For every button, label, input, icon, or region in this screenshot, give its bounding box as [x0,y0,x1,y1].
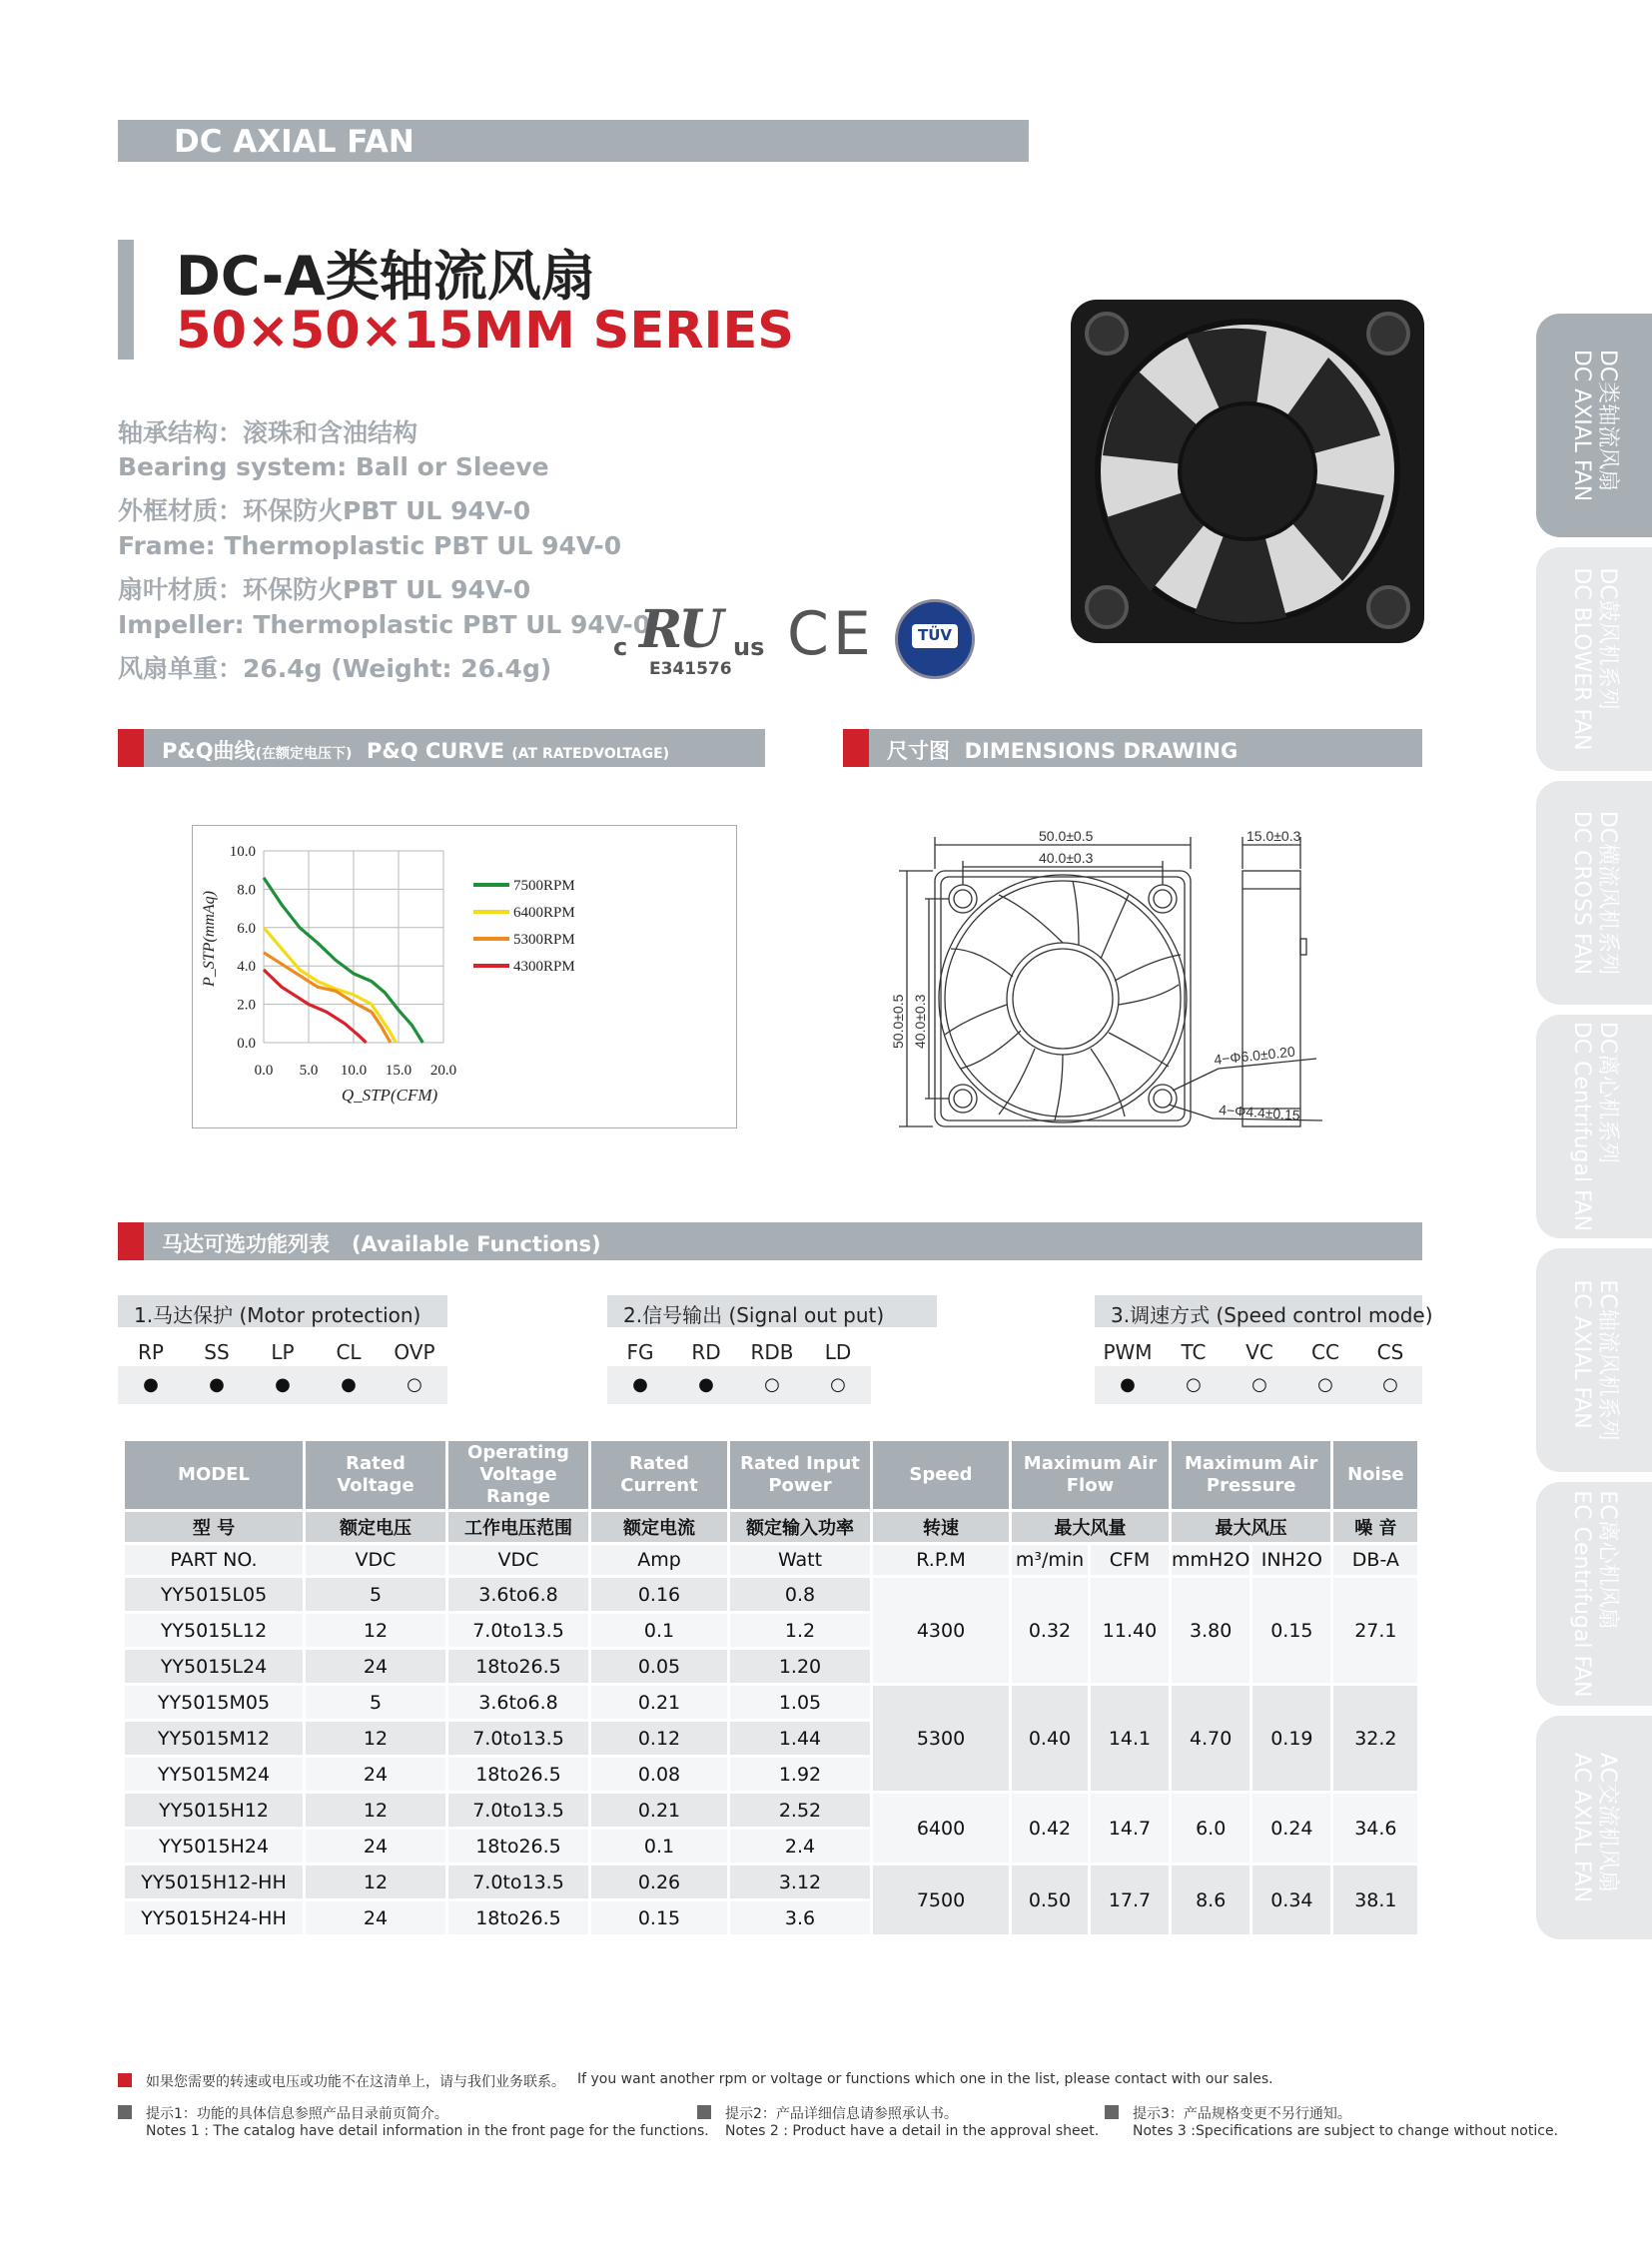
cell: 32.2 [1333,1686,1417,1791]
cell: 1.20 [730,1650,870,1683]
cell-model: YY5015H24 [125,1830,303,1863]
dimensions-section-bar: 尺寸图 DIMENSIONS DRAWING [843,729,1422,767]
chart-y-tick: 0.0 [237,1036,256,1052]
ul-cert-logo: c RU us E341576 [613,599,765,679]
dim-hole-outer: 4−Φ6.0±0.20 [1213,1043,1296,1068]
unit: PART NO. [125,1545,303,1575]
cell: 0.21 [591,1686,727,1719]
cell: 18to26.5 [448,1901,588,1934]
function-mark: ● [209,1374,225,1395]
col-noise: Noise [1333,1441,1417,1509]
col-cn: 型 号 [125,1512,303,1542]
function-mark: ● [1120,1374,1136,1395]
function-code: RDB [750,1340,794,1364]
unit: VDC [448,1545,588,1575]
product-series: 50×50×15MM SERIES [176,302,795,361]
cell: 0.05 [591,1650,727,1683]
function-mark: ○ [1186,1374,1202,1395]
cell: 18to26.5 [448,1650,588,1683]
spec-table [122,1438,1420,1937]
footer-red-square [118,2073,132,2087]
cell: 14.7 [1091,1794,1169,1863]
cell: 5 [306,1686,445,1719]
cell-speed: 5300 [873,1686,1009,1791]
dim-inner-width: 40.0±0.3 [1039,850,1094,866]
unit: CFM [1091,1545,1169,1575]
function-mark: ● [341,1374,357,1395]
function-mark: ○ [830,1374,846,1395]
unit: INH2O [1252,1545,1330,1575]
cell: 12 [306,1722,445,1755]
col-rated-voltage: Rated Voltage [306,1441,445,1509]
col-speed: Speed [873,1441,1009,1509]
tab-dc-centrifugal-fan[interactable]: DC离心机系列 DC Centrifugal FAN [1536,1015,1652,1238]
cell-model: YY5015M24 [125,1758,303,1791]
cell: 1.92 [730,1758,870,1791]
spec-line: 风扇单重：26.4g (Weight: 26.4g) [118,654,552,683]
col-model: MODEL [125,1441,303,1509]
cell-model: YY5015L05 [125,1578,303,1611]
function-code: LP [271,1340,295,1364]
cell: 4.70 [1172,1686,1249,1791]
function-mark: ● [143,1374,159,1395]
footer-note2-cn: 提示2：产品详细信息请参照承认书。 [725,2106,958,2122]
chart-y-tick: 2.0 [237,997,256,1014]
chart-legend-label: 4300RPM [513,959,575,975]
unit: mmH2O [1172,1545,1249,1575]
function-mark: ○ [1382,1374,1398,1395]
dim-inner-height: 40.0±0.3 [912,994,928,1049]
function-group-signal-output: 2.信号输出 (Signal out put) [607,1295,937,1327]
ce-mark: CE [787,599,875,669]
spec-line: Bearing system: Ball or Sleeve [118,452,549,481]
col-air-flow: Maximum Air Flow [1012,1441,1169,1509]
function-mark: ● [632,1374,648,1395]
table-row [125,1866,1417,1898]
chart-y-tick: 8.0 [237,882,256,899]
function-mark: ○ [1251,1374,1267,1395]
unit: Amp [591,1545,727,1575]
cell: 7.0to13.5 [448,1794,588,1827]
cell: 0.16 [591,1578,727,1611]
function-code: LD [824,1340,852,1364]
cell: 0.34 [1252,1866,1330,1934]
cell: 0.15 [1252,1578,1330,1683]
col-rated-power: Rated Input Power [730,1441,870,1509]
cell: 0.12 [591,1722,727,1755]
unit: DB-A [1333,1545,1417,1575]
chart-y-tick: 10.0 [229,844,256,860]
cell: 7.0to13.5 [448,1614,588,1647]
chart-legend-label: 5300RPM [513,932,575,948]
cell: 0.50 [1012,1866,1088,1934]
cell-model: YY5015M12 [125,1722,303,1755]
function-mark: ● [275,1374,291,1395]
unit: R.P.M [873,1545,1009,1575]
chart-x-tick: 0.0 [254,1063,274,1079]
tab-dc-blower-fan[interactable]: DC鼓风机系列 DC BLOWER FAN [1536,547,1652,771]
function-code: RP [138,1340,164,1364]
footer-note3-cn: 提示3：产品规格变更不另行通知。 [1133,2106,1351,2122]
cell: 1.2 [730,1614,870,1647]
cell: 0.8 [730,1578,870,1611]
product-title: DC-A类轴流风扇 [176,245,595,308]
dim-outer-width: 50.0±0.5 [1039,828,1094,844]
unit: m³/min [1012,1545,1088,1575]
function-code: VC [1245,1340,1273,1364]
unit: Watt [730,1545,870,1575]
footer-main-en: If you want another rpm or voltage or functions which one in the list, please contact with our sales. [577,2071,1273,2087]
col-cn: 额定电流 [591,1512,727,1542]
cell: 0.21 [591,1794,727,1827]
table-row [125,1794,1417,1827]
cell: 0.32 [1012,1578,1088,1683]
cell: 2.52 [730,1794,870,1827]
table-row [125,1578,1417,1611]
cell: 12 [306,1866,445,1898]
function-code: CC [1311,1340,1339,1364]
cell: 1.05 [730,1686,870,1719]
table-row [125,1686,1417,1719]
cell-model: YY5015M05 [125,1686,303,1719]
cell: 27.1 [1333,1578,1417,1683]
cell: 24 [306,1830,445,1863]
dimensions-drawing [829,799,1338,1158]
cell-model: YY5015H12 [125,1794,303,1827]
chart-y-tick: 4.0 [237,959,256,976]
col-cn: 工作电压范围 [448,1512,588,1542]
cell: 7.0to13.5 [448,1722,588,1755]
col-cn: 转速 [873,1512,1009,1542]
cell-model: YY5015H12-HH [125,1866,303,1898]
cell: 12 [306,1794,445,1827]
dim-outer-height: 50.0±0.5 [890,994,906,1049]
cell: 24 [306,1901,445,1934]
footer-note1-en: Notes 1 : The catalog have detail information in the front page for the functions. [146,2123,709,2139]
cell: 0.26 [591,1866,727,1898]
cell-model: YY5015L24 [125,1650,303,1683]
functions-section-bar: 马达可选功能列表 (Available Functions) [118,1222,1422,1260]
function-mark: ○ [764,1374,780,1395]
cell: 0.15 [591,1901,727,1934]
header-title: DC AXIAL FAN [174,124,414,160]
spec-line: 轴承结构：滚珠和含油结构 [118,418,418,447]
col-operating-voltage: Operating Voltage Range [448,1441,588,1509]
title-accent-bar [118,240,134,360]
cell: 24 [306,1650,445,1683]
function-code: CL [336,1340,362,1364]
chart-x-tick: 15.0 [385,1063,413,1079]
footer-note2-en: Notes 2 : Product have a detail in the approval sheet. [725,2123,1100,2139]
tab-ec-axial-fan[interactable]: EC轴流风机系列 EC AXIAL FAN [1536,1248,1652,1472]
cell: 3.6to6.8 [448,1578,588,1611]
cell: 18to26.5 [448,1830,588,1863]
pq-curve-section-bar: P&Q曲线(在额定电压下) P&Q CURVE (AT RATEDVOLTAGE) [118,729,765,767]
cell: 14.1 [1091,1686,1169,1791]
cell: 3.6 [730,1901,870,1934]
spec-line: 扇叶材质：环保防火PBT UL 94V-0 [118,575,531,604]
cell: 6.0 [1172,1794,1249,1863]
function-mark: ○ [1317,1374,1333,1395]
cell: 0.42 [1012,1794,1088,1863]
footer-note-square [1105,2105,1119,2119]
spec-line: Impeller: Thermoplastic PBT UL 94V-0 [118,610,651,639]
tab-dc-cross-fan[interactable]: DC横流风机系列 DC CROSS FAN [1536,781,1652,1005]
chart-x-tick: 10.0 [340,1063,368,1079]
chart-x-tick: 5.0 [299,1063,319,1079]
col-rated-current: Rated Current [591,1441,727,1509]
cell: 8.6 [1172,1866,1249,1934]
cell-speed: 4300 [873,1578,1009,1683]
cell: 0.24 [1252,1794,1330,1863]
chart-legend-label: 7500RPM [513,878,575,894]
function-code: RD [691,1340,721,1364]
cell: 2.4 [730,1830,870,1863]
function-mark: ○ [407,1374,422,1395]
spec-line: Frame: Thermoplastic PBT UL 94V-0 [118,531,622,560]
function-code: TC [1181,1340,1207,1364]
col-cn: 额定输入功率 [730,1512,870,1542]
function-mark: ● [698,1374,714,1395]
chart-legend-label: 6400RPM [513,905,575,921]
chart-y-label: P_STP(mmAq) [201,891,218,987]
cell: 34.6 [1333,1794,1417,1863]
cell: 7.0to13.5 [448,1866,588,1898]
cell: 17.7 [1091,1866,1169,1934]
cell: 0.08 [591,1758,727,1791]
cell: 3.12 [730,1866,870,1898]
function-code: CS [1376,1340,1404,1364]
col-cn: 最大风量 [1012,1512,1169,1542]
tab-ac-axial-fan[interactable]: AC交流机风扇 AC AXIAL FAN [1536,1716,1652,1939]
col-cn: 噪 音 [1333,1512,1417,1542]
col-cn: 最大风压 [1172,1512,1330,1542]
cell: 3.6to6.8 [448,1686,588,1719]
cell: 12 [306,1614,445,1647]
tab-ec-centrifugal-fan[interactable]: EC离心机风扇 EC Centrifugal FAN [1536,1482,1652,1706]
cell: 1.44 [730,1722,870,1755]
function-code: FG [626,1340,654,1364]
tuv-cert-logo: TÜV [895,599,975,679]
cell-model: YY5015H24-HH [125,1901,303,1934]
footer-note-square [118,2105,132,2119]
dim-hole-inner: 4−Φ4.4±0.15 [1218,1102,1301,1123]
cell: 11.40 [1091,1578,1169,1683]
unit: VDC [306,1545,445,1575]
chart-x-label: Q_STP(CFM) [341,1086,438,1105]
fan-photo [1067,296,1428,647]
dim-depth: 15.0±0.3 [1246,828,1301,844]
function-code: PWM [1103,1340,1153,1364]
chart-x-tick: 20.0 [429,1063,457,1079]
spec-line: 外框材质：环保防火PBT UL 94V-0 [118,496,531,525]
function-code: OVP [394,1340,435,1364]
footer-main-cn: 如果您需要的转速或电压或功能不在这清单上，请与我们业务联系。 [146,2074,565,2090]
col-cn: 额定电压 [306,1512,445,1542]
cell: 5 [306,1578,445,1611]
footer-note1-cn: 提示1：功能的具体信息参照产品目录前页简介。 [146,2106,448,2122]
cell: 18to26.5 [448,1758,588,1791]
cell-model: YY5015L12 [125,1614,303,1647]
function-group-speed-control: 3.调速方式 (Speed control mode) [1095,1295,1422,1327]
cell: 0.1 [591,1614,727,1647]
footer-note-square [697,2105,711,2119]
header-bar [118,120,1029,162]
function-code: SS [204,1340,230,1364]
chart-y-tick: 6.0 [237,920,256,937]
cell-speed: 6400 [873,1794,1009,1863]
cell: 3.80 [1172,1578,1249,1683]
cell-speed: 7500 [873,1866,1009,1934]
function-group-motor-protection: 1.马达保护 (Motor protection) [118,1295,447,1327]
tab-dc-axial-fan[interactable]: DC类轴流风扇 DC AXIAL FAN [1536,314,1652,537]
cell: 0.19 [1252,1686,1330,1791]
cell: 0.40 [1012,1686,1088,1791]
footer-note3-en: Notes 3 :Specifications are subject to change without notice. [1133,2123,1559,2139]
cell: 0.1 [591,1830,727,1863]
pq-chart [192,825,735,1126]
cell: 38.1 [1333,1866,1417,1934]
cell: 24 [306,1758,445,1791]
col-air-pressure: Maximum Air Pressure [1172,1441,1330,1509]
